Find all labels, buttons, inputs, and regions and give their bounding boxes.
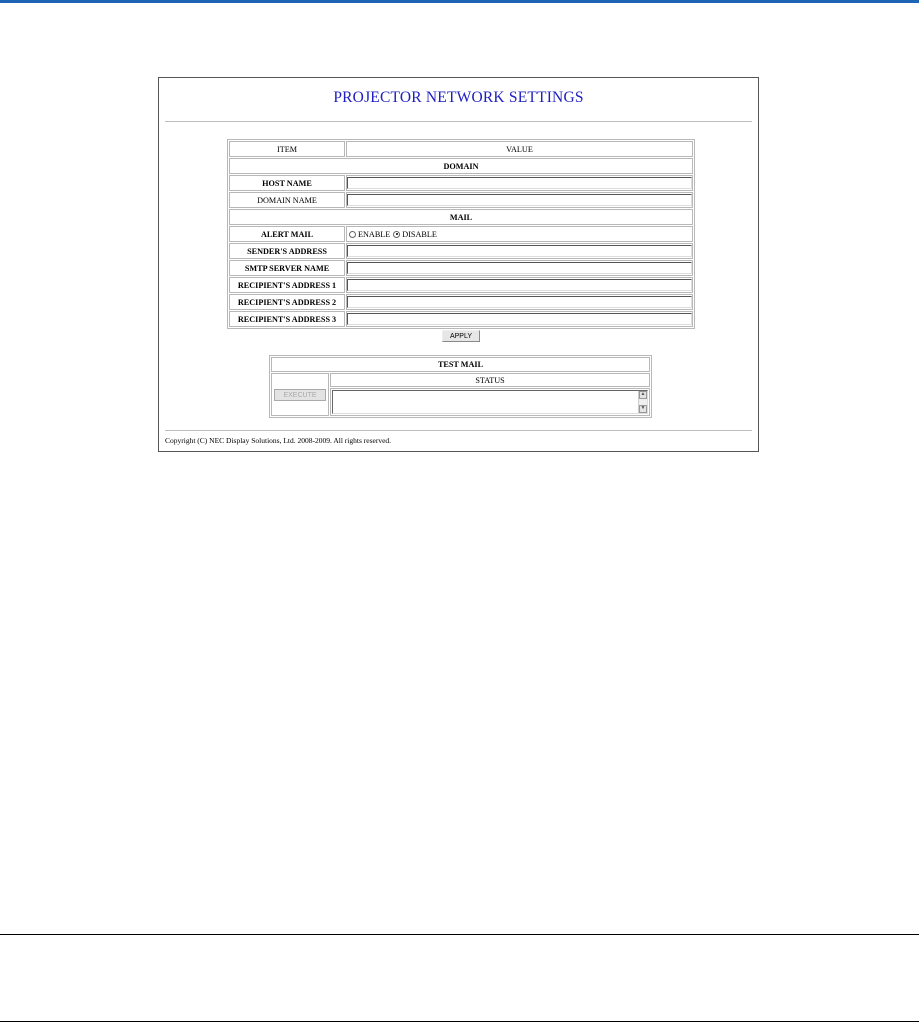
domain-name-label: DOMAIN NAME: [229, 192, 345, 208]
recipient-address-3-label: RECIPIENT'S ADDRESS 3: [229, 311, 345, 327]
item-column-header: ITEM: [229, 141, 345, 157]
host-name-input[interactable]: [347, 177, 692, 189]
smtp-server-name-label: SMTP SERVER NAME: [229, 260, 345, 276]
settings-panel: [158, 77, 759, 452]
recipient-address-3-input[interactable]: [347, 313, 692, 325]
status-scrollbar[interactable]: [638, 391, 647, 413]
recipient-address-2-label: RECIPIENT'S ADDRESS 2: [229, 294, 345, 310]
value-column-header: VALUE: [346, 141, 693, 157]
footer-divider: [165, 430, 752, 431]
test-mail-title: TEST MAIL: [271, 357, 650, 372]
scroll-down-arrow-icon[interactable]: ▼: [640, 406, 646, 411]
scroll-up-arrow-icon[interactable]: ▲: [640, 392, 646, 397]
domain-name-input[interactable]: [347, 194, 692, 206]
smtp-server-name-input[interactable]: [347, 262, 692, 274]
bottom-rule: [0, 934, 919, 935]
apply-button[interactable]: APPLY: [442, 330, 480, 342]
execute-cell: [271, 373, 329, 416]
disable-radio[interactable]: [393, 231, 400, 238]
mail-section-header: MAIL: [229, 209, 693, 225]
execute-button[interactable]: EXECUTE: [274, 389, 326, 401]
network-settings-table: [227, 139, 695, 329]
sender-address-label: SENDER'S ADDRESS: [229, 243, 345, 259]
recipient-address-1-label: RECIPIENT'S ADDRESS 1: [229, 277, 345, 293]
enable-radio-label[interactable]: ENABLE: [358, 229, 391, 239]
alert-mail-label: ALERT MAIL: [229, 226, 345, 242]
host-name-label: HOST NAME: [229, 175, 345, 191]
test-mail-table: [269, 355, 652, 418]
enable-radio[interactable]: [349, 231, 356, 238]
recipient-address-1-input[interactable]: [347, 279, 692, 291]
sender-address-input[interactable]: [347, 245, 692, 257]
page-title: PROJECTOR NETWORK SETTINGS: [333, 89, 584, 106]
disable-radio-label[interactable]: DISABLE: [402, 229, 437, 239]
alert-mail-options: [347, 230, 692, 239]
copyright-text: Copyright (C) NEC Display Solutions, Ltd. 2008-2009. All rights reserved.: [165, 436, 392, 445]
status-header: STATUS: [330, 373, 650, 387]
top-rule: [0, 0, 919, 3]
domain-section-header: DOMAIN: [229, 158, 693, 174]
title-divider: [165, 121, 752, 122]
recipient-address-2-input[interactable]: [347, 296, 692, 308]
status-textarea[interactable]: [332, 390, 648, 414]
page-bottom-rule: [0, 1021, 919, 1022]
